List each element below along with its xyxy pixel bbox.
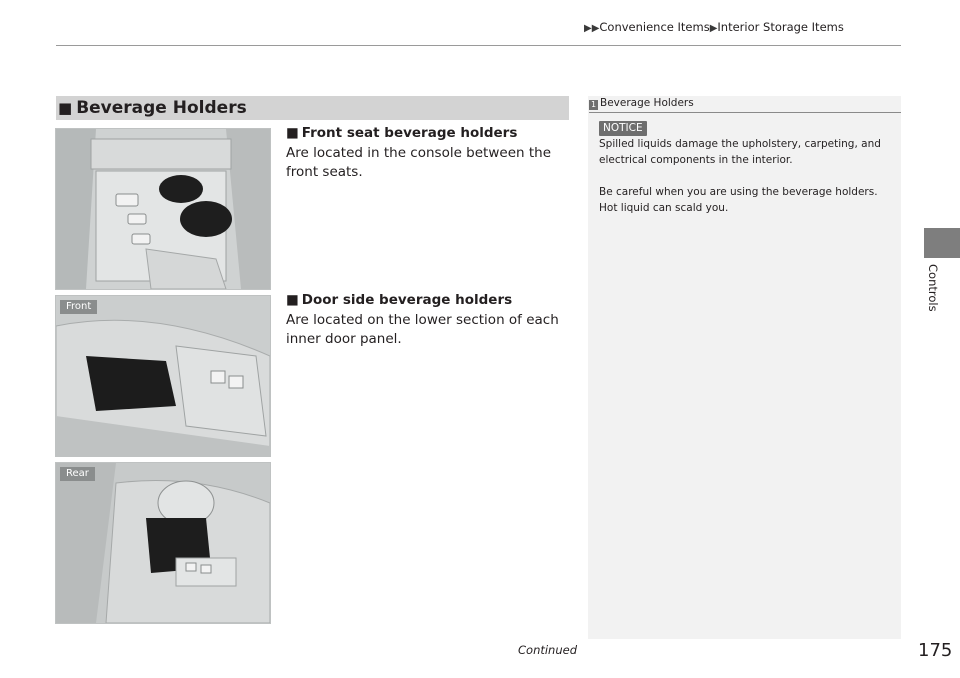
side-tab-label: Controls [926,264,940,312]
reference-icon: 1 [590,100,597,109]
rear-door-illustration [56,463,270,623]
caution-text: Be careful when you are using the beverage holders. Hot liquid can scald you. [599,186,878,214]
square-bullet-icon: ■ [286,292,299,308]
front-console-illustration [56,129,270,289]
front-door-photo [55,295,271,457]
double-arrow-icon: ▶▶ [584,23,600,34]
note-rule [589,112,901,113]
side-tab-marker [924,228,960,258]
rear-door-photo [55,462,271,624]
notice-text: Spilled liquids damage the upholstery, carpeting, and electrical components in the interior. [599,138,881,166]
front-label: Front [60,300,97,314]
rear-label: Rear [60,467,95,481]
front-holders-heading: ■ Front seat beverage holders [286,125,518,141]
breadcrumb-item-convenience: Convenience Items [599,20,710,34]
section-title: Beverage Holders [76,98,247,118]
breadcrumb-item-storage: Interior Storage Items [717,20,844,34]
front-holders-text: Are located in the console between the front seats. [286,145,551,180]
square-bullet-icon: ■ [286,125,299,141]
door-holders-text: Are located on the lower section of each inner door panel. [286,312,559,347]
notice-badge: NOTICE [599,121,647,136]
page-number: 175 [918,640,953,661]
square-bullet-icon: ■ [58,99,73,117]
section-title-bar [56,96,569,120]
door-holders-heading: ■ Door side beverage holders [286,292,513,308]
header-rule [56,45,901,46]
front-door-illustration [56,296,270,456]
continued-label: Continued [518,643,578,657]
breadcrumb [584,20,844,34]
front-console-photo [55,128,271,290]
note-heading: 1 Beverage Holders [590,97,694,109]
note-panel [588,96,901,639]
arrow-icon: ▶ [709,23,718,34]
